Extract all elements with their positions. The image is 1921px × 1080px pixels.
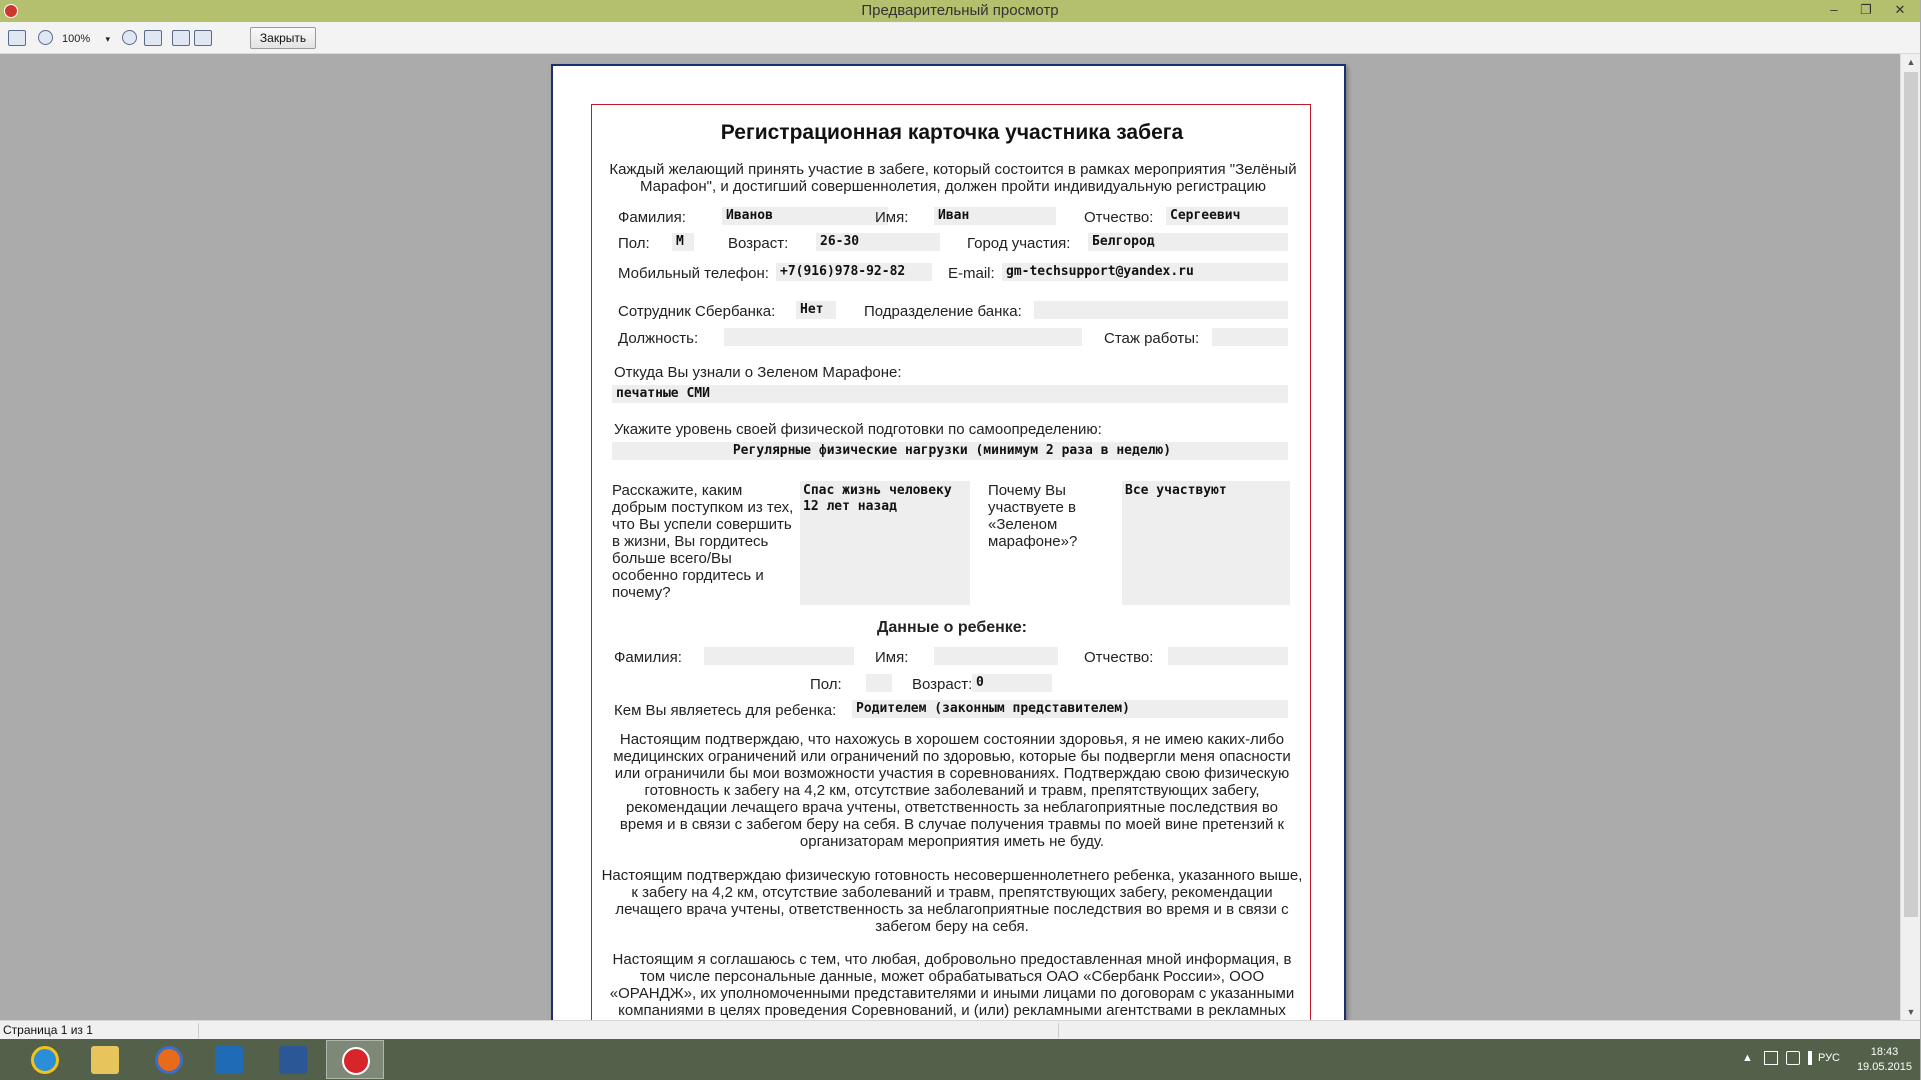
page-status: Страница 1 из 1 xyxy=(3,1023,93,1037)
tray-arrow-icon[interactable]: ▲ xyxy=(1742,1052,1753,1064)
close-preview-button[interactable]: Закрыть xyxy=(250,27,316,49)
child-sex-label: Пол: xyxy=(810,676,842,693)
app-icon xyxy=(342,1047,370,1075)
good-deed-label: Расскажите, каким добрым поступком из тех, что Вы успели совершить в жизни, Вы гордитесь больше всего/Вы особенно гордитесь и почему? xyxy=(612,482,794,601)
age-field: 26-30 xyxy=(816,233,940,251)
child-first-name-field xyxy=(934,647,1058,665)
bank-division-field xyxy=(1034,301,1288,319)
sber-employee-label: Сотрудник Сбербанка: xyxy=(618,303,776,320)
child-last-name-label: Фамилия: xyxy=(614,649,682,666)
language-indicator[interactable]: РУС xyxy=(1817,1052,1840,1064)
scroll-down-icon[interactable]: ▼ xyxy=(1906,1007,1916,1017)
scrollbar-thumb[interactable] xyxy=(1904,72,1918,917)
taskbar-outlook[interactable] xyxy=(200,1040,258,1079)
action-center-icon[interactable] xyxy=(1764,1051,1778,1065)
taskbar-word[interactable] xyxy=(264,1040,322,1079)
form-frame xyxy=(591,104,1311,1044)
status-divider xyxy=(198,1023,199,1038)
phone-label: Мобильный телефон: xyxy=(618,265,769,282)
restore-button[interactable]: ❐ xyxy=(1860,2,1872,17)
edit-icon[interactable] xyxy=(194,30,212,46)
taskbar-file-explorer[interactable] xyxy=(76,1040,134,1079)
intro-text: Каждый желающий принять участие в забеге, который состоится в рамках мероприятия "Зелёный Марафон", и достигший совершеннолетия, должен пройти индивидуальную регистрацию xyxy=(609,161,1297,195)
status-divider xyxy=(1058,1023,1059,1038)
sex-field: М xyxy=(672,233,694,251)
child-section-title: Данные о ребенке: xyxy=(877,619,1027,636)
chevron-down-icon: ▾ xyxy=(105,34,110,44)
network-icon[interactable] xyxy=(1786,1051,1800,1065)
minimize-button[interactable]: – xyxy=(1830,2,1838,17)
status-bar xyxy=(0,1020,1920,1039)
experience-label: Стаж работы: xyxy=(1104,330,1200,347)
phone-field: +7(916)978-92-82 xyxy=(776,263,932,281)
zoom-in-icon[interactable] xyxy=(38,30,53,45)
patronymic-field: Сергеевич xyxy=(1166,207,1288,225)
sex-label: Пол: xyxy=(618,235,650,252)
app-icon xyxy=(4,4,18,18)
relation-label: Кем Вы являетесь для ребенка: xyxy=(614,702,837,719)
fitness-field: Регулярные физические нагрузки (минимум 2 раза в неделю) xyxy=(612,442,1288,460)
consent-text-1: Настоящим подтверждаю, что нахожусь в хорошем состоянии здоровья, я не имею каких-либо медицинских ограничений или ограничений по здоровью, которые бы подвергли меня опасности или ограничили бы мои возможности участия в соревнованиях. Подтверждаю свою физическую готовность к забегу на 4,2 км, отсутствие заболеваний и травм, препятствующих забегу, рекомендации лечащего врача учтены, ответственность за неблагоприятные последствия во время и в связи с забегом беру на себя. В случае получения травмы по моей вине претензий к организаторам мероприятия иметь не буду. xyxy=(613,731,1291,850)
position-label: Должность: xyxy=(618,330,699,347)
outlook-icon xyxy=(215,1046,243,1074)
scroll-up-icon[interactable]: ▲ xyxy=(1906,57,1916,67)
bookmark-icon[interactable] xyxy=(172,30,190,46)
child-patronymic-field xyxy=(1168,647,1288,665)
taskbar xyxy=(0,1039,1920,1080)
firefox-icon xyxy=(155,1046,183,1074)
clock-date: 19.05.2015 xyxy=(1856,1061,1912,1073)
clock-time: 18:43 xyxy=(1870,1046,1899,1058)
why-field: Все участвуют xyxy=(1122,481,1290,605)
last-name-field: Иванов xyxy=(722,207,888,225)
child-sex-field xyxy=(866,674,892,692)
email-field: gm-techsupport@yandex.ru xyxy=(1002,263,1288,281)
patronymic-label: Отчество: xyxy=(1084,209,1154,226)
word-icon xyxy=(279,1046,307,1074)
document-page xyxy=(551,64,1346,1034)
age-label: Возраст: xyxy=(728,235,789,252)
email-label: E-mail: xyxy=(948,265,995,282)
consent-text-3: Настоящим я соглашаюсь с тем, что любая, добровольно предоставленная мной информация, в том числе персональные данные, может обрабатываться ОАО «Сбербанк России», ООО «ОРАНДЖ», их уполномоченными представителями и иными лицами по договорам с указанными компаниями в целях проведения Соревнований, и (или) рекламными агентствами в рекламных xyxy=(609,951,1295,1019)
clock[interactable] xyxy=(1857,1045,1912,1075)
window-titlebar xyxy=(0,0,1920,22)
sber-employee-field: Нет xyxy=(796,301,836,319)
taskbar-active-app[interactable] xyxy=(326,1040,384,1079)
consent-text-2: Настоящим подтверждаю физическую готовность несовершеннолетнего ребенка, указанного выше, к забегу на 4,2 км, отсутствие заболеваний и травм, препятствующих забегу, рекомендации лечащего врача учтены, ответственность за неблагоприятные последствия во время и в связи с забегом беру на себя. xyxy=(601,867,1303,935)
source-label: Откуда Вы узнали о Зеленом Марафоне: xyxy=(614,364,902,381)
vertical-scrollbar[interactable] xyxy=(1900,54,1920,1020)
taskbar-internet-explorer[interactable] xyxy=(16,1040,74,1079)
child-patronymic-label: Отчество: xyxy=(1084,649,1154,666)
relation-field: Родителем (законным представителем) xyxy=(852,700,1288,718)
fitness-label: Укажите уровень своей физической подготовки по самоопределению: xyxy=(614,421,1102,438)
good-deed-field: Спас жизнь человеку 12 лет назад xyxy=(800,481,970,605)
why-label: Почему Вы участвуете в «Зеленом марафоне»? xyxy=(988,482,1078,550)
child-age-field: 0 xyxy=(972,674,1052,692)
zoom-select[interactable] xyxy=(62,31,110,47)
child-last-name-field xyxy=(704,647,854,665)
zoom-out-icon[interactable] xyxy=(122,30,137,45)
city-field: Белгород xyxy=(1088,233,1288,251)
zoom-value: 100% xyxy=(62,33,91,45)
internet-explorer-icon xyxy=(31,1046,59,1074)
bank-division-label: Подразделение банка: xyxy=(864,303,1022,320)
print-icon[interactable] xyxy=(8,30,26,46)
position-field xyxy=(724,328,1082,346)
child-first-name-label: Имя: xyxy=(875,649,909,666)
taskbar-firefox[interactable] xyxy=(140,1040,198,1079)
experience-field xyxy=(1212,328,1288,346)
child-age-label: Возраст: xyxy=(912,676,973,693)
window-title: Предварительный просмотр xyxy=(861,2,1059,19)
first-name-field: Иван xyxy=(934,207,1056,225)
document-title: Регистрационная карточка участника забега xyxy=(720,121,1184,144)
first-name-label: Имя: xyxy=(875,209,909,226)
last-name-label: Фамилия: xyxy=(618,209,686,226)
system-tray xyxy=(1680,1039,1920,1080)
folder-icon xyxy=(91,1046,119,1074)
preview-area xyxy=(0,54,1900,1020)
source-field: печатные СМИ xyxy=(612,385,1288,403)
city-label: Город участия: xyxy=(967,235,1071,252)
close-window-button[interactable]: ✕ xyxy=(1894,2,1906,17)
page-view-icon[interactable] xyxy=(144,30,162,46)
